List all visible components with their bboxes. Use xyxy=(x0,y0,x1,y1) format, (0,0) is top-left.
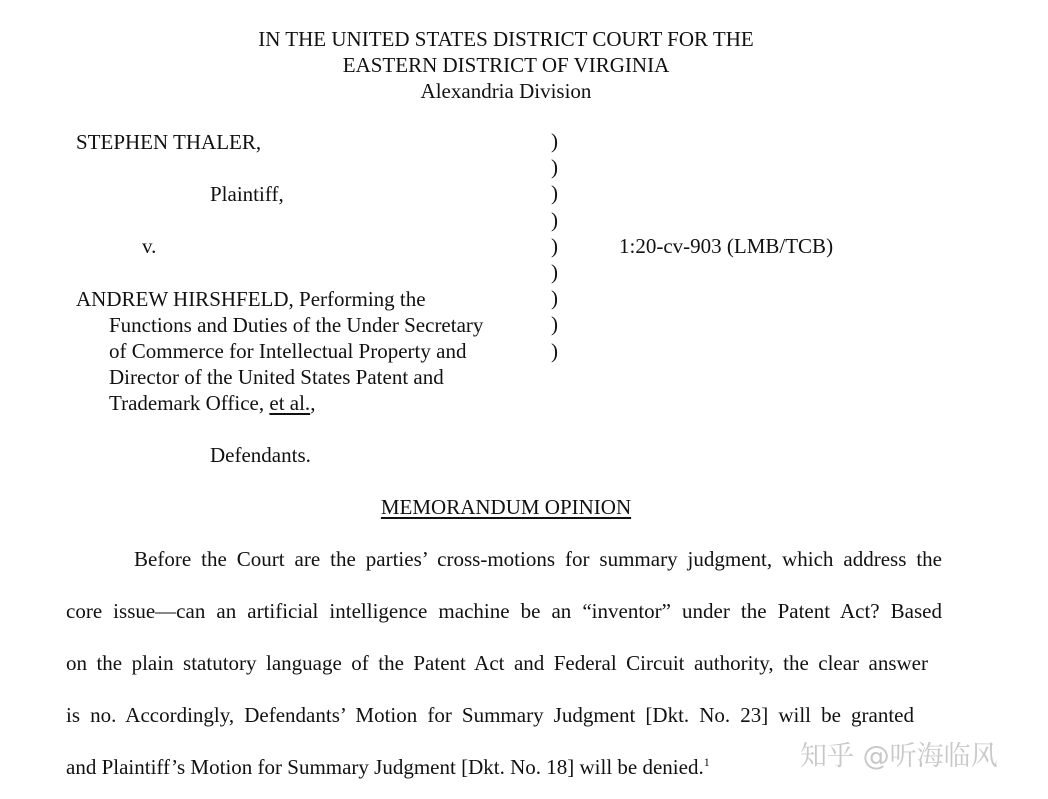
opinion-line-4: is no. Accordingly, Defendants’ Motion for Summary Judgment [Dkt. No. 23] will be granted xyxy=(66,703,914,727)
plaintiff-name: STEPHEN THALER, xyxy=(76,130,262,154)
plaintiff-role: Plaintiff, xyxy=(210,182,284,206)
court-name-line2: EASTERN DISTRICT OF VIRGINIA xyxy=(342,53,670,77)
caption-paren: ) xyxy=(551,207,558,232)
opinion-line-5-text: and Plaintiff’s Motion for Summary Judgment [Dkt. No. 18] will be denied. xyxy=(66,755,704,779)
versus: v. xyxy=(142,234,157,258)
caption-paren: ) xyxy=(551,129,558,153)
caption-paren: ) xyxy=(551,286,558,311)
defendant-line-5-prefix: Trademark Office, xyxy=(109,391,270,415)
caption-paren: ) xyxy=(551,312,558,337)
caption-parentheses xyxy=(551,128,563,364)
et-al: et al. xyxy=(269,391,311,415)
defendant-line-4: Director of the United States Patent and xyxy=(109,365,444,389)
defendant-role: Defendants. xyxy=(210,443,311,467)
opinion-line-1: Before the Court are the parties’ cross-motions for summary judgment, which address the xyxy=(134,547,942,571)
caption-paren: ) xyxy=(551,155,558,180)
opinion-title: MEMORANDUM OPINION xyxy=(380,495,632,519)
defendant-line-2: Functions and Duties of the Under Secretary xyxy=(109,313,484,337)
watermark: 知乎 @听海临风 xyxy=(800,741,998,772)
opinion-title-wrap xyxy=(0,494,1012,520)
opinion-line-5 xyxy=(66,754,710,780)
defendant-line-3: of Commerce for Intellectual Property and xyxy=(109,339,467,363)
court-division: Alexandria Division xyxy=(420,79,592,103)
opinion-line-3: on the plain statutory language of the Patent Act and Federal Circuit authority, the clear answer xyxy=(66,651,928,675)
defendant-line-5 xyxy=(109,390,315,416)
defendant-line-1: ANDREW HIRSHFELD, Performing the xyxy=(76,287,426,311)
caption-paren: ) xyxy=(551,338,558,363)
defendant-line-5-suffix: , xyxy=(310,391,316,415)
court-name-line1: IN THE UNITED STATES DISTRICT COURT FOR THE xyxy=(258,27,754,51)
caption-paren: ) xyxy=(551,259,558,284)
case-number: 1:20-cv-903 (LMB/TCB) xyxy=(619,234,834,258)
caption-paren: ) xyxy=(551,233,558,258)
caption-paren: ) xyxy=(551,181,558,206)
opinion-line-2: core issue—can an artificial intelligence machine be an “inventor” under the Patent Act? Based xyxy=(66,599,942,623)
footnote-marker: 1 xyxy=(703,755,710,769)
